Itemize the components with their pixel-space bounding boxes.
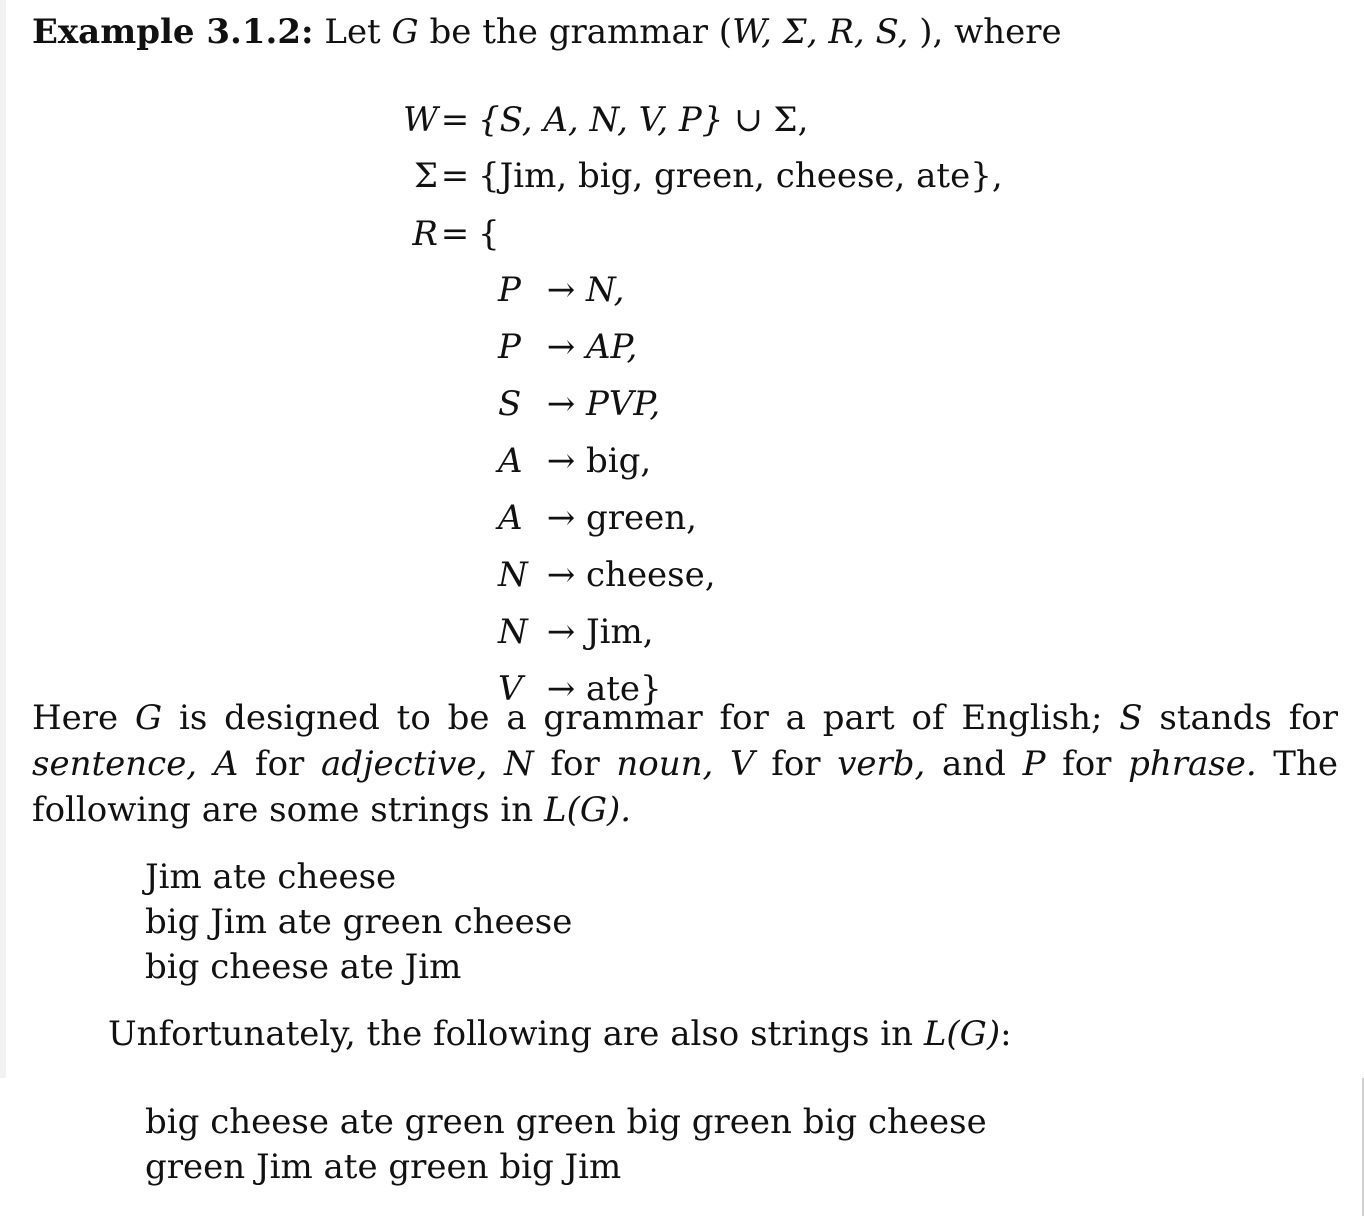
para-text: Here: [32, 698, 135, 738]
rule-rhs: N,: [586, 270, 625, 310]
w-lhs: W: [403, 100, 438, 140]
rule-lhs: P: [498, 327, 521, 367]
para-sentence: sentence,: [32, 744, 198, 784]
para-text: The following are some strings in: [32, 744, 1339, 830]
para-a: A: [213, 744, 239, 784]
para-v: V: [730, 744, 755, 784]
heading-text-c: ), where: [919, 12, 1062, 52]
rule-rhs: ate}: [586, 669, 662, 709]
para-text: for: [238, 744, 321, 784]
w-rhs: [478, 100, 808, 140]
heading-g: G: [391, 12, 419, 52]
rule-lhs: A: [498, 441, 523, 481]
good-string-item: big cheese ate Jim: [145, 947, 462, 987]
example-heading: [32, 12, 1062, 52]
bad-string-item: green Jim ate green big Jim: [145, 1147, 622, 1187]
r-open-brace: {: [478, 214, 500, 254]
production-rule: [498, 327, 637, 367]
heading-tuple: W, Σ, R, S,: [732, 12, 920, 52]
rule-rhs: Jim,: [586, 612, 654, 652]
rule-lhs: N: [498, 555, 528, 595]
para-adjective: adjective,: [320, 744, 488, 784]
production-rule: [498, 555, 716, 595]
para-p: P: [1022, 744, 1046, 784]
para-text: stands for: [1142, 698, 1339, 738]
para-phrase: phrase.: [1128, 744, 1257, 784]
rule-lhs: P: [498, 270, 521, 310]
para-text: is designed to be a grammar for a part of English;: [162, 698, 1120, 738]
rule-arrow: →: [546, 612, 576, 652]
rule-arrow: →: [546, 555, 576, 595]
sigma-rhs: {Jim, big, green, cheese, ate},: [478, 156, 1003, 196]
explanation-paragraph: [32, 695, 1338, 833]
para-text: for: [1045, 744, 1129, 784]
rule-rhs: big,: [586, 441, 652, 481]
para-noun: noun,: [616, 744, 714, 784]
unfortunately-text: Unfortunately, the following are also strings in: [108, 1014, 924, 1054]
rule-lhs: V: [498, 669, 523, 709]
rule-arrow: →: [546, 441, 576, 481]
r-lhs: R: [412, 214, 438, 254]
w-equals: =: [440, 100, 470, 140]
rule-lhs: S: [498, 384, 522, 424]
production-rule: [498, 441, 651, 481]
rule-rhs: AP,: [586, 327, 638, 367]
para-verb: verb,: [837, 744, 926, 784]
bad-string-item: big cheese ate green green big green big cheese: [145, 1102, 987, 1142]
para-g: G: [134, 698, 163, 738]
production-rule: [498, 612, 654, 652]
para-text: for: [754, 744, 838, 784]
heading-text-b: be the grammar (: [418, 12, 733, 52]
production-rule: [498, 498, 697, 538]
rule-rhs: green,: [586, 498, 697, 538]
para-n: N: [504, 744, 534, 784]
rule-arrow: →: [546, 669, 576, 709]
rule-arrow: →: [546, 270, 576, 310]
rule-rhs: PVP,: [586, 384, 661, 424]
heading-text-a: Let: [324, 12, 392, 52]
r-equals: =: [440, 214, 470, 254]
rule-arrow: →: [546, 498, 576, 538]
rule-rhs: cheese,: [586, 555, 716, 595]
good-strings-list: [145, 855, 572, 990]
rule-lhs: A: [498, 498, 523, 538]
example-label: Example 3.1.2:: [32, 12, 314, 52]
para-text: and: [925, 744, 1023, 784]
production-rule: [498, 384, 660, 424]
left-margin-band: [0, 0, 6, 1078]
para-lg: L(G).: [544, 790, 632, 830]
good-string-item: Jim ate cheese: [145, 857, 397, 897]
w-rhs-tail: ∪ Σ,: [723, 100, 809, 140]
rule-arrow: →: [546, 384, 576, 424]
unfortunately-colon: :: [1000, 1014, 1012, 1054]
rule-arrow: →: [546, 327, 576, 367]
sigma-lhs: Σ: [413, 156, 438, 196]
production-rule: [498, 270, 624, 310]
unfortunately-line: [108, 1014, 1012, 1054]
good-string-item: big Jim ate green cheese: [145, 902, 573, 942]
rule-lhs: N: [498, 612, 528, 652]
para-s: S: [1119, 698, 1143, 738]
unfortunately-lg: L(G): [923, 1014, 1001, 1054]
para-text: for: [533, 744, 617, 784]
w-rhs-set: {S, A, N, V, P}: [478, 100, 724, 140]
bad-strings-list: [145, 1100, 987, 1190]
sigma-equals: =: [440, 156, 470, 196]
